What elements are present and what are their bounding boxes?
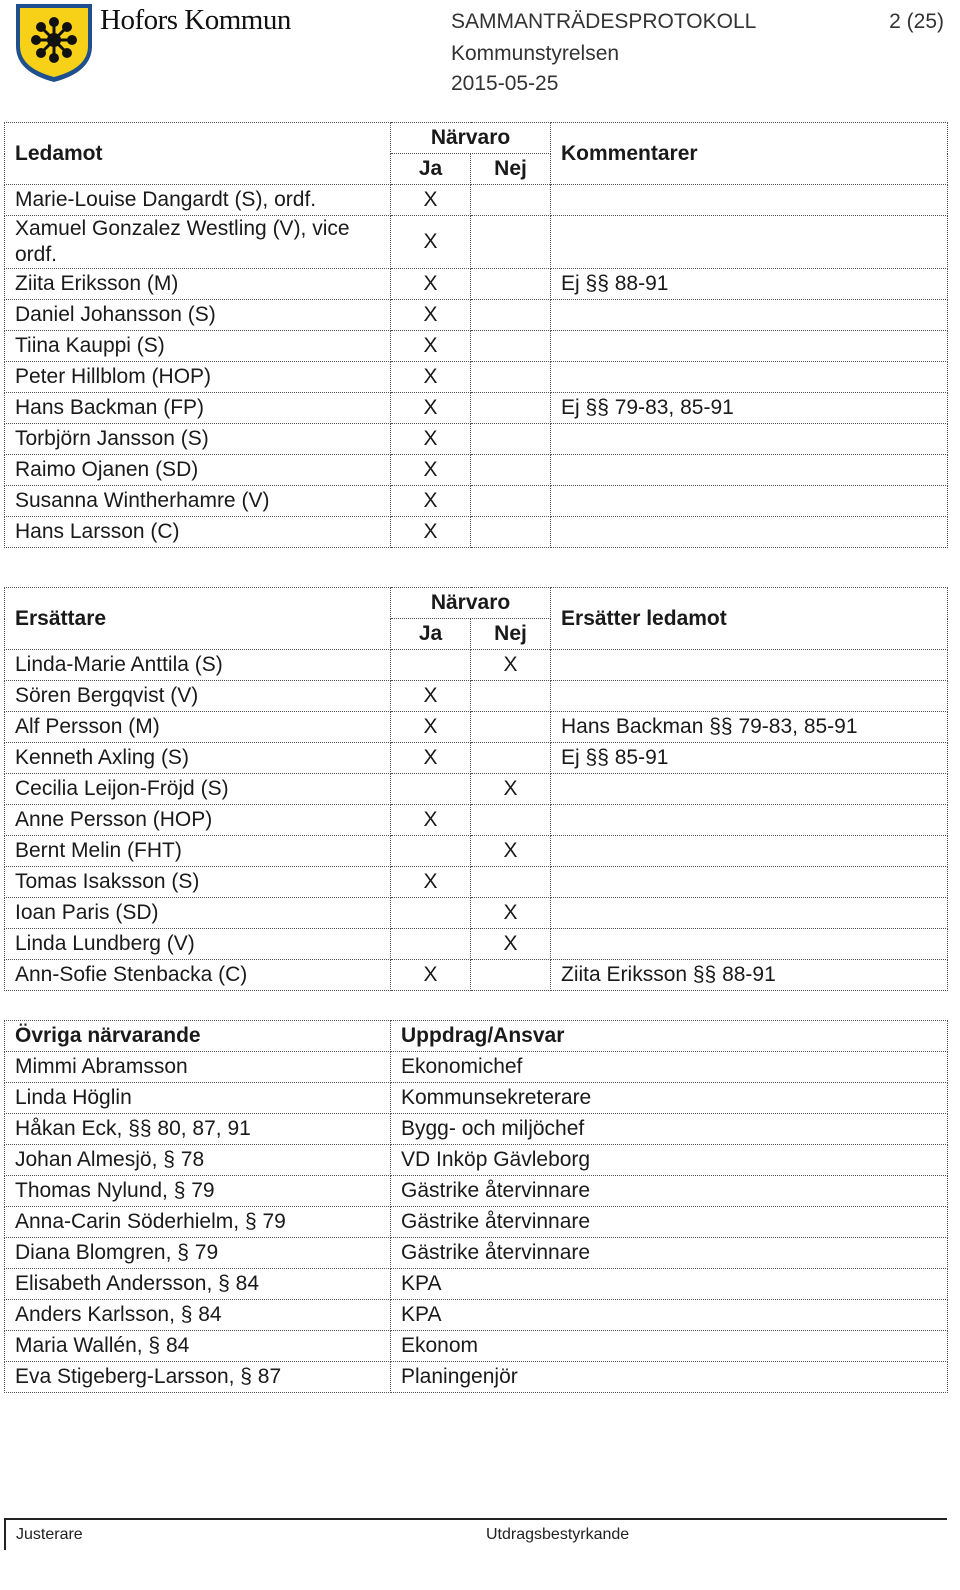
present-no-mark (471, 269, 551, 300)
table-row (5, 424, 948, 455)
person-name: Torbjörn Jansson (S) (5, 424, 391, 455)
signature-footer (4, 1518, 947, 1550)
role-cell: Ekonomichef (391, 1052, 948, 1083)
comment-cell (551, 898, 948, 929)
table-row (5, 1300, 948, 1331)
person-name: Marie-Louise Dangardt (S), ordf. (5, 185, 391, 216)
present-yes-mark: X (391, 424, 471, 455)
present-no-mark (471, 712, 551, 743)
present-no-mark: X (471, 836, 551, 867)
table-row (5, 486, 948, 517)
present-yes-mark: X (391, 331, 471, 362)
table-row (5, 393, 948, 424)
person-name: Peter Hillblom (HOP) (5, 362, 391, 393)
person-name: Håkan Eck, §§ 80, 87, 91 (5, 1114, 391, 1145)
municipality-name: Hofors Kommun (100, 4, 291, 36)
table-row (5, 743, 948, 774)
table-row (5, 1052, 948, 1083)
table-row (5, 774, 948, 805)
present-yes-mark: X (391, 960, 471, 991)
others-present-table (4, 1020, 948, 1393)
comment-cell (551, 650, 948, 681)
person-name: Anders Karlsson, § 84 (5, 1300, 391, 1331)
col-header-no: Nej (471, 619, 551, 650)
comment-cell (551, 836, 948, 867)
committee-name: Kommunstyrelsen (451, 42, 620, 65)
present-yes-mark: X (391, 486, 471, 517)
person-name: Maria Wallén, § 84 (5, 1331, 391, 1362)
present-yes-mark: X (391, 185, 471, 216)
comment-cell (551, 300, 948, 331)
person-name: Diana Blomgren, § 79 (5, 1238, 391, 1269)
members-attendance-table (4, 122, 948, 548)
comment-cell: Ej §§ 88-91 (551, 269, 948, 300)
present-yes-mark: X (391, 867, 471, 898)
present-yes-mark: X (391, 216, 471, 269)
person-name: Anne Persson (HOP) (5, 805, 391, 836)
person-name: Kenneth Axling (S) (5, 743, 391, 774)
table-row (5, 898, 948, 929)
role-cell: Ekonom (391, 1331, 948, 1362)
person-name: Linda-Marie Anttila (S) (5, 650, 391, 681)
present-yes-mark: X (391, 393, 471, 424)
table-row (5, 1114, 948, 1145)
person-name: Johan Almesjö, § 78 (5, 1145, 391, 1176)
person-name: Daniel Johansson (S) (5, 300, 391, 331)
table-row (5, 867, 948, 898)
person-name: Bernt Melin (FHT) (5, 836, 391, 867)
table-row (5, 1207, 948, 1238)
municipality-coat-of-arms-logo (14, 2, 94, 84)
person-name: Alf Persson (M) (5, 712, 391, 743)
present-yes-mark: X (391, 269, 471, 300)
col-header-presence: Närvaro (391, 588, 551, 619)
table-row (5, 1238, 948, 1269)
present-no-mark (471, 743, 551, 774)
present-no-mark (471, 185, 551, 216)
adjuster-box (4, 1520, 476, 1550)
col-header-no: Nej (471, 154, 551, 185)
table-row (5, 650, 948, 681)
table-row (5, 1269, 948, 1300)
present-no-mark (471, 331, 551, 362)
comment-cell (551, 331, 948, 362)
role-cell: Planingenjör (391, 1362, 948, 1393)
present-no-mark: X (471, 650, 551, 681)
col-header-replaces: Ersätter ledamot (551, 588, 948, 650)
present-no-mark: X (471, 898, 551, 929)
comment-cell: Ej §§ 85-91 (551, 743, 948, 774)
table-row (5, 805, 948, 836)
role-cell: Bygg- och miljöchef (391, 1114, 948, 1145)
present-no-mark (471, 300, 551, 331)
role-cell: VD Inköp Gävleborg (391, 1145, 948, 1176)
table-row (5, 960, 948, 991)
table-row (5, 362, 948, 393)
person-name: Susanna Wintherhamre (V) (5, 486, 391, 517)
present-no-mark (471, 455, 551, 486)
present-yes-mark: X (391, 300, 471, 331)
present-no-mark (471, 805, 551, 836)
present-no-mark (471, 424, 551, 455)
comment-cell: Hans Backman §§ 79-83, 85-91 (551, 712, 948, 743)
document-type: SAMMANTRÄDESPROTOKOLL (451, 10, 757, 33)
table-row (5, 269, 948, 300)
person-name: Hans Larsson (C) (5, 517, 391, 548)
comment-cell (551, 805, 948, 836)
table-row (5, 216, 948, 269)
present-yes-mark: X (391, 455, 471, 486)
person-name: Cecilia Leijon-Fröjd (S) (5, 774, 391, 805)
present-no-mark (471, 960, 551, 991)
present-yes-mark (391, 650, 471, 681)
table-row (5, 1145, 948, 1176)
present-yes-mark (391, 774, 471, 805)
present-yes-mark (391, 929, 471, 960)
table-row (5, 331, 948, 362)
comment-cell (551, 216, 948, 269)
present-no-mark (471, 393, 551, 424)
present-no-mark: X (471, 774, 551, 805)
comment-cell (551, 929, 948, 960)
person-name: Sören Bergqvist (V) (5, 681, 391, 712)
person-name: Mimmi Abramsson (5, 1052, 391, 1083)
col-header-yes: Ja (391, 154, 471, 185)
meeting-date: 2015-05-25 (451, 72, 559, 95)
role-cell: KPA (391, 1300, 948, 1331)
substitutes-attendance-table (4, 587, 948, 991)
present-yes-mark: X (391, 743, 471, 774)
present-no-mark (471, 216, 551, 269)
comment-cell (551, 517, 948, 548)
present-no-mark (471, 362, 551, 393)
table-row (5, 1362, 948, 1393)
table-row (5, 836, 948, 867)
person-name: Eva Stigeberg-Larsson, § 87 (5, 1362, 391, 1393)
adjuster-label: Justerare (16, 1526, 83, 1543)
col-header-role: Uppdrag/Ansvar (391, 1021, 948, 1052)
table-row (5, 681, 948, 712)
present-yes-mark: X (391, 517, 471, 548)
comment-cell (551, 867, 948, 898)
comment-cell (551, 185, 948, 216)
table-row (5, 517, 948, 548)
col-header-other-name: Övriga närvarande (5, 1021, 391, 1052)
present-yes-mark: X (391, 681, 471, 712)
table-row (5, 1331, 948, 1362)
person-name: Linda Lundberg (V) (5, 929, 391, 960)
present-no-mark (471, 517, 551, 548)
role-cell: Gästrike återvinnare (391, 1207, 948, 1238)
table-row (5, 1083, 948, 1114)
person-name: Tomas Isaksson (S) (5, 867, 391, 898)
page-number: 2 (25) (889, 10, 944, 33)
comment-cell: Ej §§ 79-83, 85-91 (551, 393, 948, 424)
present-yes-mark: X (391, 362, 471, 393)
col-header-member: Ledamot (5, 123, 391, 185)
person-name: Hans Backman (FP) (5, 393, 391, 424)
present-no-mark (471, 486, 551, 517)
col-header-yes: Ja (391, 619, 471, 650)
table-row (5, 300, 948, 331)
comment-cell (551, 774, 948, 805)
comment-cell: Ziita Eriksson §§ 88-91 (551, 960, 948, 991)
role-cell: Gästrike återvinnare (391, 1238, 948, 1269)
role-cell: Kommunsekreterare (391, 1083, 948, 1114)
present-yes-mark: X (391, 805, 471, 836)
present-yes-mark: X (391, 712, 471, 743)
person-name: Linda Höglin (5, 1083, 391, 1114)
comment-cell (551, 362, 948, 393)
col-header-substitute: Ersättare (5, 588, 391, 650)
person-name: Elisabeth Andersson, § 84 (5, 1269, 391, 1300)
table-row (5, 712, 948, 743)
comment-cell (551, 681, 948, 712)
table-row (5, 1176, 948, 1207)
person-name: Ziita Eriksson (M) (5, 269, 391, 300)
person-name: Ioan Paris (SD) (5, 898, 391, 929)
comment-cell (551, 486, 948, 517)
role-cell: KPA (391, 1269, 948, 1300)
person-name: Xamuel Gonzalez Westling (V), vice ordf. (5, 216, 391, 269)
table-row (5, 455, 948, 486)
table-row (5, 185, 948, 216)
comment-cell (551, 455, 948, 486)
person-name: Tiina Kauppi (S) (5, 331, 391, 362)
role-cell: Gästrike återvinnare (391, 1176, 948, 1207)
present-yes-mark (391, 898, 471, 929)
present-no-mark (471, 681, 551, 712)
col-header-presence: Närvaro (391, 123, 551, 154)
person-name: Ann-Sofie Stenbacka (C) (5, 960, 391, 991)
extract-certification-label: Utdragsbestyrkande (486, 1526, 630, 1543)
comment-cell (551, 424, 948, 455)
person-name: Anna-Carin Söderhielm, § 79 (5, 1207, 391, 1238)
table-row (5, 929, 948, 960)
present-no-mark (471, 867, 551, 898)
present-no-mark: X (471, 929, 551, 960)
present-yes-mark (391, 836, 471, 867)
col-header-comment: Kommentarer (551, 123, 948, 185)
person-name: Raimo Ojanen (SD) (5, 455, 391, 486)
person-name: Thomas Nylund, § 79 (5, 1176, 391, 1207)
